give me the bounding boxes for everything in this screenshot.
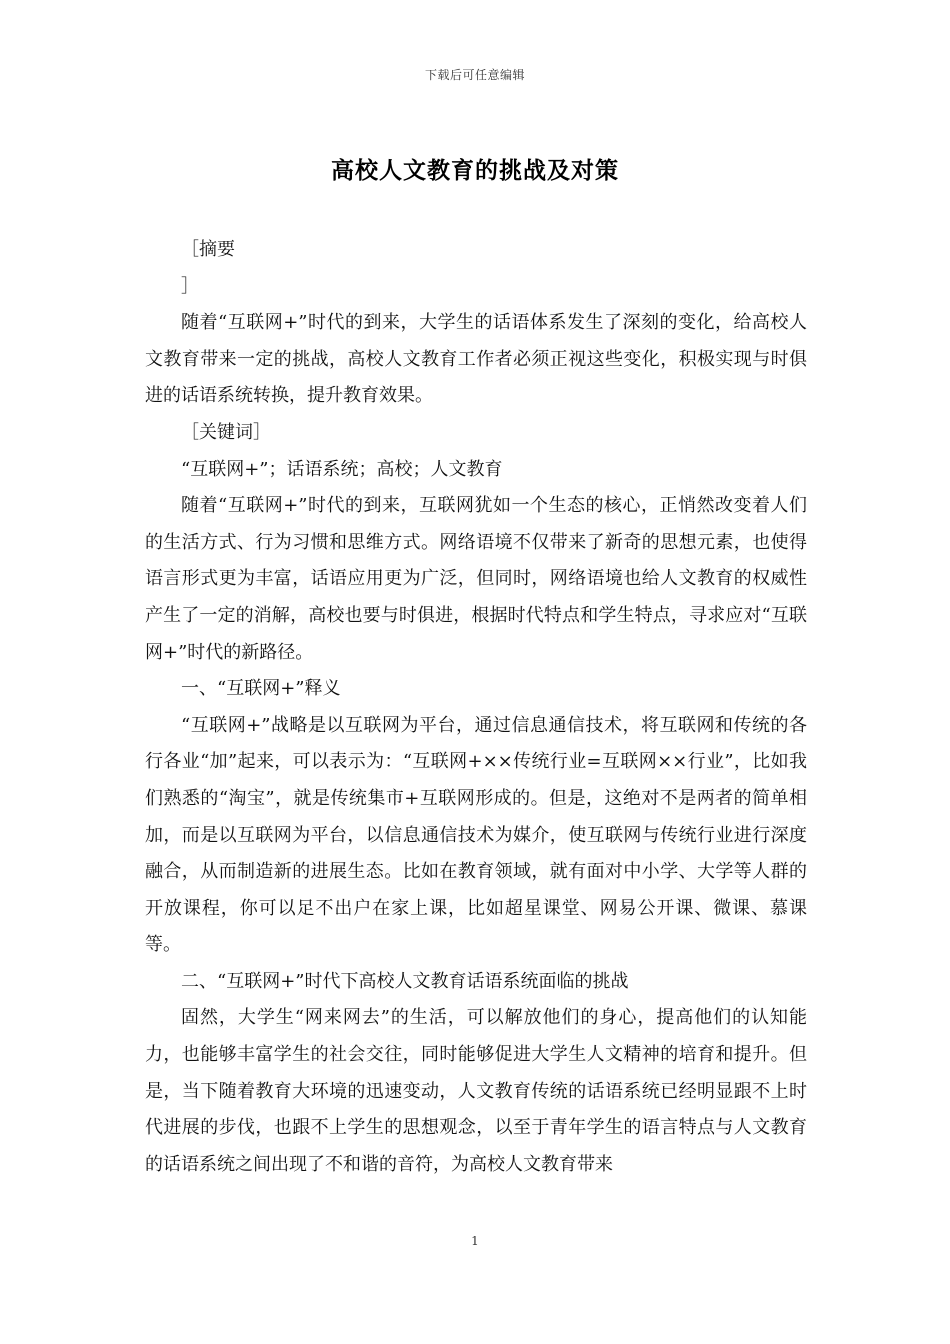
abstract-label-open: ［摘要 <box>181 239 235 260</box>
document-title: 高校人文教育的挑战及对策 <box>331 157 619 184</box>
body-text <box>145 232 807 1183</box>
abstract-label-close: ］ <box>181 275 199 297</box>
abstract-paragraph: 随着“互联网+”时代的到来，大学生的话语体系发生了深刻的变化，给高校人文教育带来一定的挑战，高校人文教育工作者必须正视这些变化，积极实现与时俱进的话语系统转换，提升教育效果。 <box>145 312 807 407</box>
page-number: 1 <box>471 1234 479 1248</box>
keywords-label: ［关键词］ <box>181 421 271 443</box>
intro-paragraph: 随着“互联网+”时代的到来，互联网犹如一个生态的核心，正悄然改变着人们的生活方式、行为习惯和思维方式。网络语境不仅带来了新奇的思想元素，也使得语言形式更为丰富，话语应用更为广泛，但同时，网络语境也给人文教育的权威性产生了一定的消解，高校也要与时俱进，根据时代特点和学生特点，寻求应对“互联网+”时代的新路径。 <box>145 495 807 663</box>
section-heading-2: 二、“互联网+”时代下高校人文教育话语系统面临的挑战 <box>181 970 629 992</box>
header-note: 下载后可任意编辑 <box>424 68 525 82</box>
section-2-paragraph: 固然，大学生“网来网去”的生活，可以解放他们的身心，提高他们的认知能力，也能够丰富学生的社会交往，同时能够促进大学生人文精神的培育和提升。但是，当下随着教育大环境的迅速变动，人文教育传统的话语系统已经明显跟不上时代进展的步伐，也跟不上学生的思想观念，以至于青年学生的语言特点与人文教育的话语系统之间出现了不和谐的音符，为高校人文教育带来 <box>145 1007 807 1175</box>
keywords-list: “互联网+”；话语系统；高校；人文教育 <box>181 458 503 480</box>
section-1-paragraph: “互联网+”战略是以互联网为平台，通过信息通信技术，将互联网和传统的各行各业“加”起来，可以表示为：“互联网+××传统行业=互联网××行业”，比如我们熟悉的“淘宝”，就是传统集市+互联网形成的。但是，这绝对不是两者的简单相加，而是以互联网为平台，以信息通信技术为媒介，使互联网与传统行业进行深度融合，从而制造新的进展生态。比如在教育领域，就有面对中小学、大学等人群的开放课程，你可以足不出户在家上课，比如超星课堂、网易公开课、微课、慕课等。 <box>145 714 807 956</box>
section-heading-1: 一、“互联网+”释义 <box>181 678 341 700</box>
